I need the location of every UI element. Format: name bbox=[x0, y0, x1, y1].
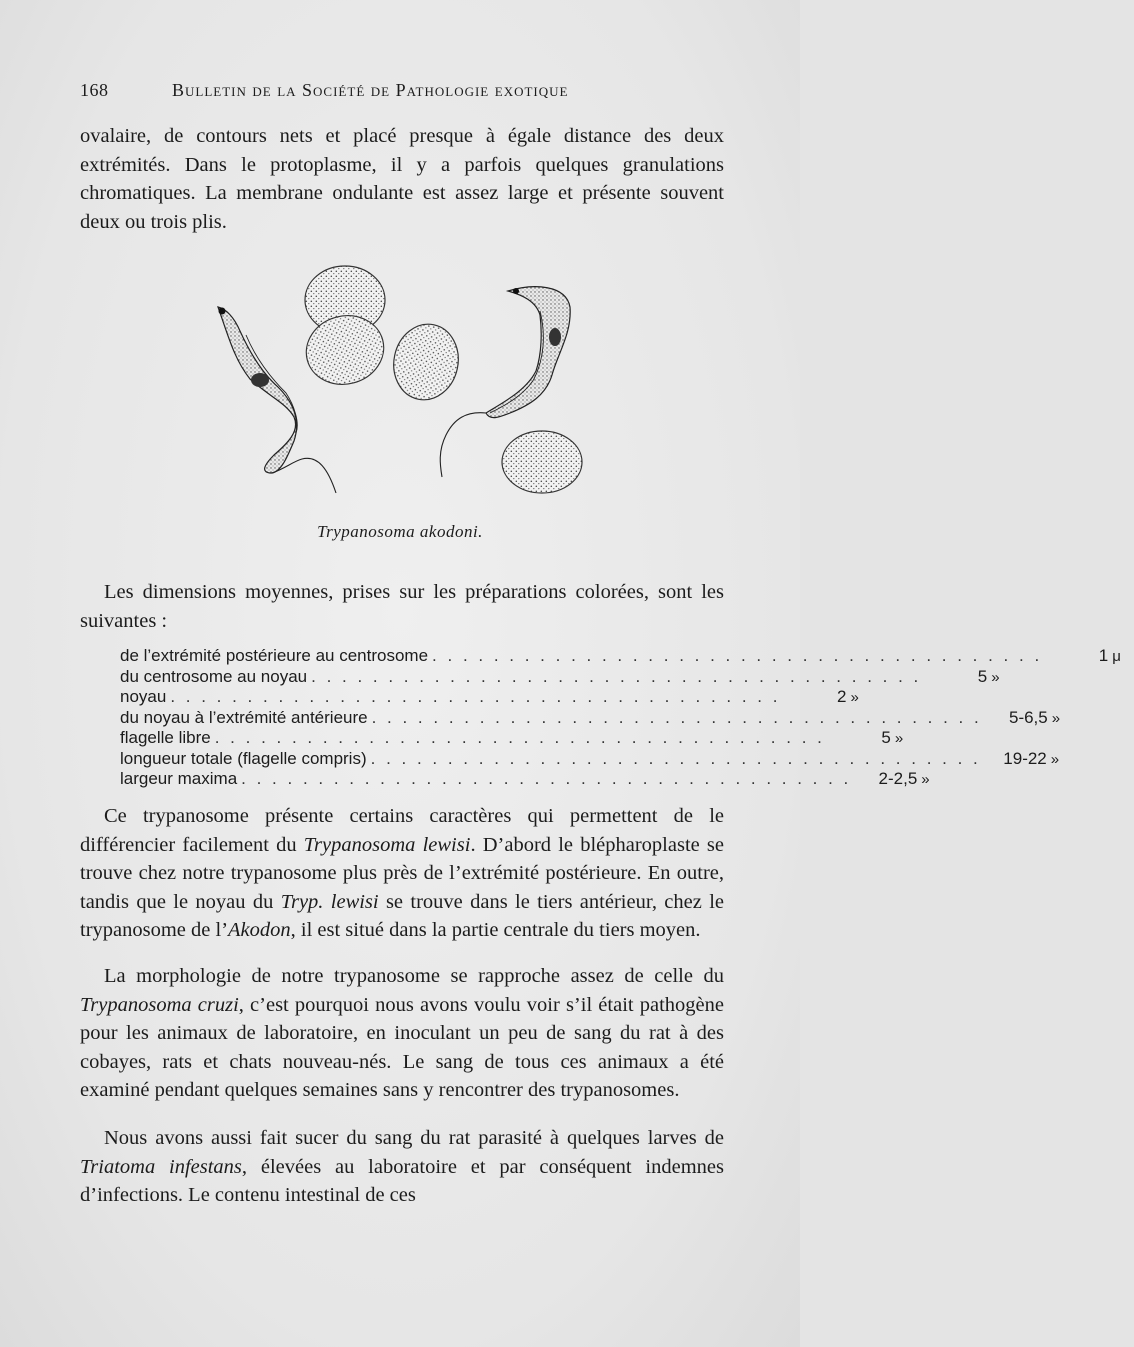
running-title: Bulletin de la Société de Pathologie exotique bbox=[172, 80, 569, 100]
measurement-unit: » bbox=[991, 668, 1000, 686]
measurement-value: 5-6,5 bbox=[1008, 707, 1048, 727]
measurement-value: 1 bbox=[1098, 646, 1109, 665]
measurement-label: largeur maxima bbox=[120, 769, 238, 788]
text-run: . D’abord le blépharoplaste se trouve chez notre trypanosome plus près de l’extrémité postérieure. En outre, tandis que le noyau du bbox=[80, 833, 725, 913]
measurement-row bbox=[120, 728, 904, 749]
measurement-unit: » bbox=[921, 771, 930, 788]
red-blood-cell-4 bbox=[502, 431, 582, 493]
text-run: Nous avons aussi fait sucer du sang du rat parasité à quelques larves de bbox=[104, 1127, 724, 1149]
measurement-label: du noyau à l’extrémité antérieure bbox=[120, 707, 368, 727]
measurement-row bbox=[120, 748, 1060, 770]
measurement-value: 2 bbox=[837, 687, 847, 706]
measurement-unit: » bbox=[850, 689, 859, 706]
measurement-row bbox=[120, 769, 930, 790]
italic-taxon: Akodon bbox=[228, 919, 291, 941]
italic-taxon: Triatoma infestans bbox=[80, 1155, 242, 1178]
leader-dots: . . . . . . . . . . . . . . . . . . . . . . . . . . . . . . . . . . . . . . . . bbox=[371, 707, 982, 727]
paragraph-triatoma bbox=[80, 1124, 724, 1210]
text-run: , il est situé dans la partie centrale du tiers moyen. bbox=[290, 919, 701, 941]
paragraph-cell-description: ovalaire, de contours nets et placé presque à égale distance des deux extrémités. Dans le protoplasme, il y a parfois quelques granulations chromatiques. La membrane ondulante est assez large et présente souvent deux ou trois plis. bbox=[80, 125, 724, 233]
measurement-value: 5 bbox=[977, 666, 988, 686]
italic-taxon: Trypanosoma lewisi bbox=[303, 833, 471, 856]
text-run: se trouve dans le tiers antérieur, chez le trypanosome de l’ bbox=[80, 890, 724, 941]
measurement-row bbox=[120, 687, 859, 708]
red-blood-cell-3 bbox=[387, 318, 465, 406]
leader-dots: . . . . . . . . . . . . . . . . . . . . . . . . . . . . . . . . . . . . . . . . bbox=[241, 769, 852, 788]
measurement-value: 5 bbox=[881, 728, 891, 747]
paragraph-morphology bbox=[80, 962, 724, 1105]
leader-dots: . . . . . . . . . . . . . . . . . . . . . . . . . . . . . . . . . . . . . . . . bbox=[170, 687, 781, 706]
running-head bbox=[80, 80, 720, 101]
trypanosome-illustration bbox=[190, 255, 610, 515]
trypanosome-figure bbox=[190, 255, 610, 515]
leader-dots: . . . . . . . . . . . . . . . . . . . . . . . . . . . . . . . . . . . . . . . . bbox=[311, 666, 922, 686]
leader-dots: . . . . . . . . . . . . . . . . . . . . . . . . . . . . . . . . . . . . . . . . bbox=[370, 748, 981, 768]
measurement-label: flagelle libre bbox=[120, 728, 211, 747]
measurement-unit: » bbox=[1051, 709, 1061, 727]
measurement-unit: » bbox=[894, 730, 904, 747]
measurement-label: de l’extrémité postérieure au centrosome bbox=[120, 646, 429, 665]
leader-dots: . . . . . . . . . . . . . . . . . . . . . . . . . . . . . . . . . . . . . . . . bbox=[214, 728, 825, 747]
italic-taxon: Tryp. lewisi bbox=[280, 890, 379, 913]
paragraph-dimensions-intro: Les dimensions moyennes, prises sur les préparations colorées, sont les suivantes : bbox=[80, 581, 724, 632]
leader-dots: . . . . . . . . . . . . . . . . . . . . . . . . . . . . . . . . . . . . . . . . bbox=[432, 646, 1043, 665]
measurement-value: 2-2,5 bbox=[878, 769, 918, 788]
measurement-row bbox=[120, 707, 1061, 729]
italic-taxon: Trypanosoma cruzi bbox=[80, 993, 239, 1016]
measurement-label: longueur totale (flagelle compris) bbox=[120, 748, 367, 768]
measurement-row bbox=[120, 646, 1121, 667]
measurement-value: 19-22 bbox=[1003, 748, 1047, 768]
figure-caption: Trypanosoma akodoni. bbox=[317, 522, 483, 541]
page-number: 168 bbox=[80, 80, 109, 100]
text-run: La morphologie de notre trypanosome se rapproche assez de celle du bbox=[104, 965, 724, 987]
measurement-unit: μ bbox=[1112, 648, 1121, 665]
measurement-unit: » bbox=[1050, 750, 1060, 768]
text-run: , c’est pourquoi nous avons voulu voir s’il était pathogène pour les animaux de laboratoire, en inoculant un peu de sang du rat à des cobayes, rats et chats nouveau-nés. Le sang de tous ces animaux a été examiné pendant quelques semaines sans y rencontrer des trypanosomes. bbox=[80, 993, 724, 1101]
paragraph-differentiation bbox=[80, 802, 724, 945]
measurement-label: noyau bbox=[120, 687, 167, 706]
text-run: Ce trypanosome présente certains caractères qui permettent de le différencier facilement du bbox=[80, 805, 724, 856]
measurement-row bbox=[120, 666, 1000, 688]
measurement-label: du centrosome au noyau bbox=[120, 666, 308, 686]
measurements-table bbox=[120, 646, 1121, 790]
text-run: , élevées au laboratoire et par conséquent indemnes d’infections. Le contenu intestinal de ces bbox=[80, 1155, 724, 1206]
